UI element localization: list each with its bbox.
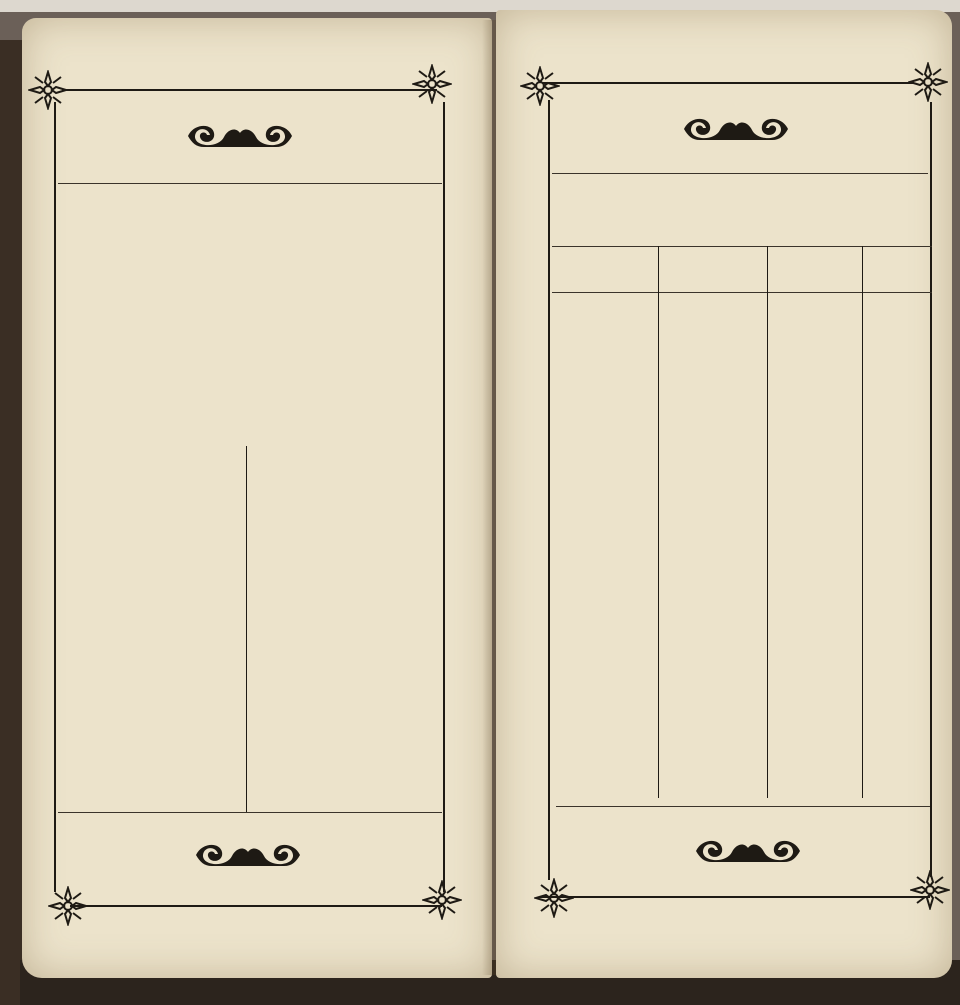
frame-top-line — [542, 82, 914, 84]
rule-under-ornament — [58, 183, 442, 184]
festivals-column-divider — [246, 446, 247, 812]
table-top-rule — [552, 246, 932, 247]
table-divider-3 — [862, 246, 863, 798]
scroll-ornament-icon — [184, 121, 296, 151]
table-divider-2 — [767, 246, 768, 798]
table-header-rule — [552, 292, 932, 293]
rule-above-ornament — [58, 812, 442, 813]
rule-under-ornament — [552, 173, 928, 174]
rosette-corner-icon — [910, 870, 950, 910]
rosette-corner-icon — [48, 886, 88, 926]
rosette-corner-icon — [28, 70, 68, 110]
frame-right-line — [443, 102, 445, 892]
left-page — [22, 18, 492, 978]
scroll-ornament-icon — [680, 114, 792, 144]
frame-bottom-line — [70, 905, 442, 907]
rosette-corner-icon — [520, 66, 560, 106]
right-page — [496, 10, 952, 978]
frame-top-line — [62, 89, 437, 91]
rule-above-ornament — [556, 806, 930, 807]
frame-left-line — [54, 102, 56, 892]
table-divider-1 — [658, 246, 659, 798]
frame-bottom-line — [540, 896, 930, 898]
rosette-corner-icon — [908, 62, 948, 102]
rosette-corner-icon — [422, 880, 462, 920]
scroll-ornament-icon — [192, 840, 304, 870]
frame-right-line — [930, 102, 932, 877]
rosette-corner-icon — [534, 878, 574, 918]
rosette-corner-icon — [412, 64, 452, 104]
frame-left-line — [548, 100, 550, 880]
scroll-ornament-icon — [692, 836, 804, 866]
